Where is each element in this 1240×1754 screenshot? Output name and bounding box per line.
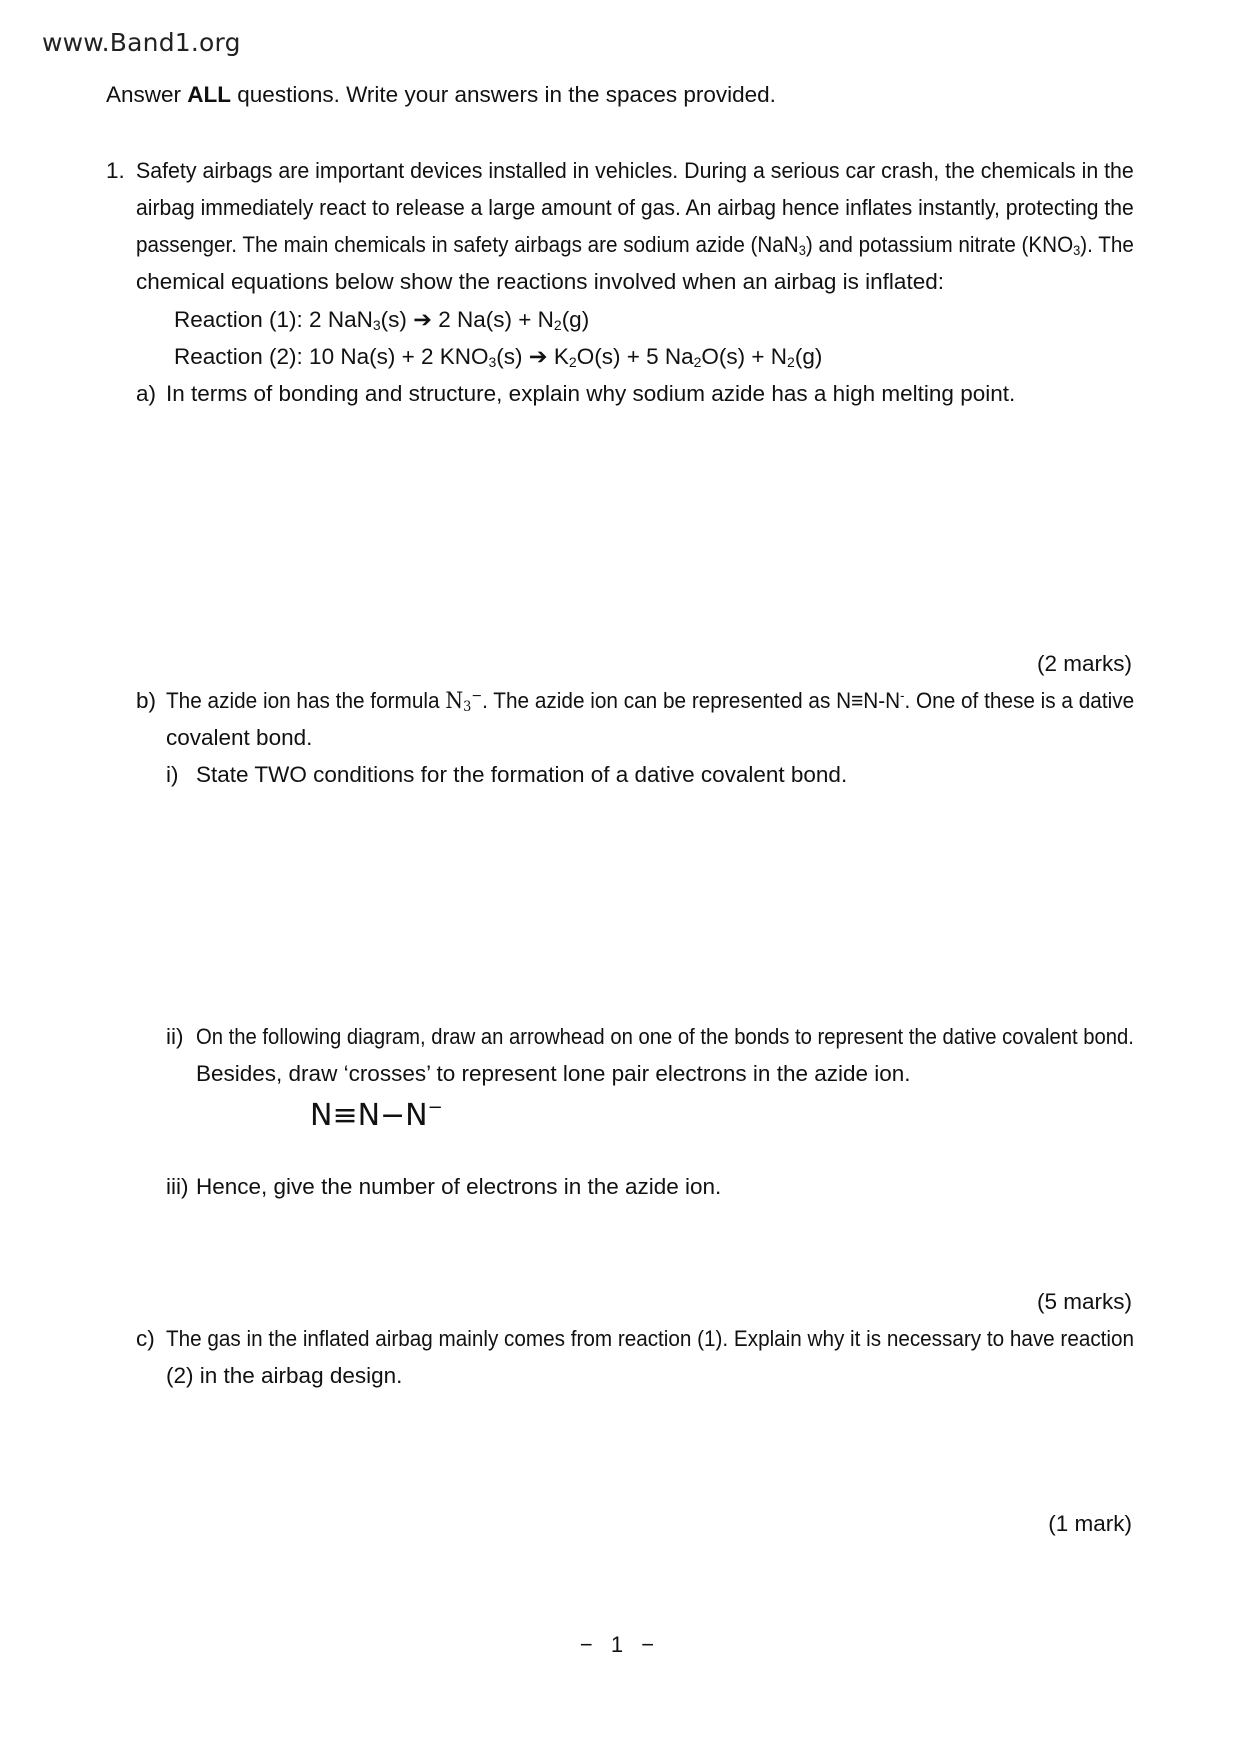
- question-intro-line-1: Safety airbags are important devices installed in vehicles. During a serious car crash, the chemicals in the: [136, 158, 1134, 183]
- part-c-marks: (1 mark): [1048, 1511, 1132, 1536]
- part-b-ii-line-2: Besides, draw ‘crosses’ to represent lone pair electrons in the azide ion.: [196, 1061, 911, 1086]
- part-c-line-1: The gas in the inflated airbag mainly comes from reaction (1). Explain why it is necessary to have reaction: [166, 1326, 1135, 1351]
- instruction-text: Answer: [106, 82, 188, 107]
- part-a-marks: (2 marks): [1037, 651, 1132, 676]
- instructions: [106, 76, 776, 113]
- part-b-i-text: State TWO conditions for the formation of a dative covalent bond.: [196, 762, 848, 787]
- azide-diagram: N≡N−N−: [310, 1097, 443, 1133]
- instruction-bold: ALL: [187, 82, 232, 107]
- part-b-marks: (5 marks): [1037, 1289, 1132, 1314]
- page-number: − 1 −: [579, 1632, 661, 1657]
- part-b-label: b): [136, 688, 157, 713]
- reaction-2: Reaction (2): 10 Na(s) + 2 $KNO_3(s)$ ➔ $K_2O(s) + 5$ $Na_2O(s) + N_2(g)$: [174, 344, 823, 370]
- question-intro-line-3: passenger. The main chemicals in safety airbags are sodium azide (NaN$_3$) and potassium nitrate $(KNO_3)$. The: [136, 232, 1134, 258]
- question-intro-line-2: airbag immediately react to release a large amount of gas. An airbag hence inflates instantly, protecting the: [136, 195, 1134, 220]
- reaction-1: Reaction (1): 2 NaN$_3$(s) ➔ 2 $Na(s) + N_2(g)$: [174, 307, 590, 333]
- part-b-iii-label: iii): [166, 1174, 189, 1199]
- part-b-ii-label: ii): [166, 1024, 184, 1049]
- azide-formula: $N_3^-$: [445, 688, 483, 715]
- part-a-text: In terms of bonding and structure, explain why sodium azide has a high melting point.: [166, 381, 1016, 406]
- question-number: 1.: [106, 158, 125, 183]
- part-b-ii-line-1: On the following diagram, draw an arrowhead on one of the bonds to represent the dative covalent bond.: [196, 1024, 1134, 1049]
- part-b-line-2: covalent bond.: [166, 725, 313, 750]
- part-c-label: c): [136, 1326, 155, 1351]
- part-c-line-2: (2) in the airbag design.: [166, 1363, 403, 1388]
- part-b-line-1: The azide ion has the formula $N_3^-$. The azide ion can be represented as N≡N-N-. One of these is a dative: [166, 682, 1134, 720]
- part-b-iii-text: Hence, give the number of electrons in the azide ion.: [196, 1174, 722, 1199]
- instruction-text-end: questions. Write your answers in the spaces provided.: [231, 82, 776, 107]
- part-b-i-label: i): [166, 762, 179, 787]
- watermark: www.Band1.org: [42, 28, 241, 57]
- part-a-label: a): [136, 381, 157, 406]
- question-intro-line-4: chemical equations below show the reactions involved when an airbag is inflated:: [136, 269, 944, 294]
